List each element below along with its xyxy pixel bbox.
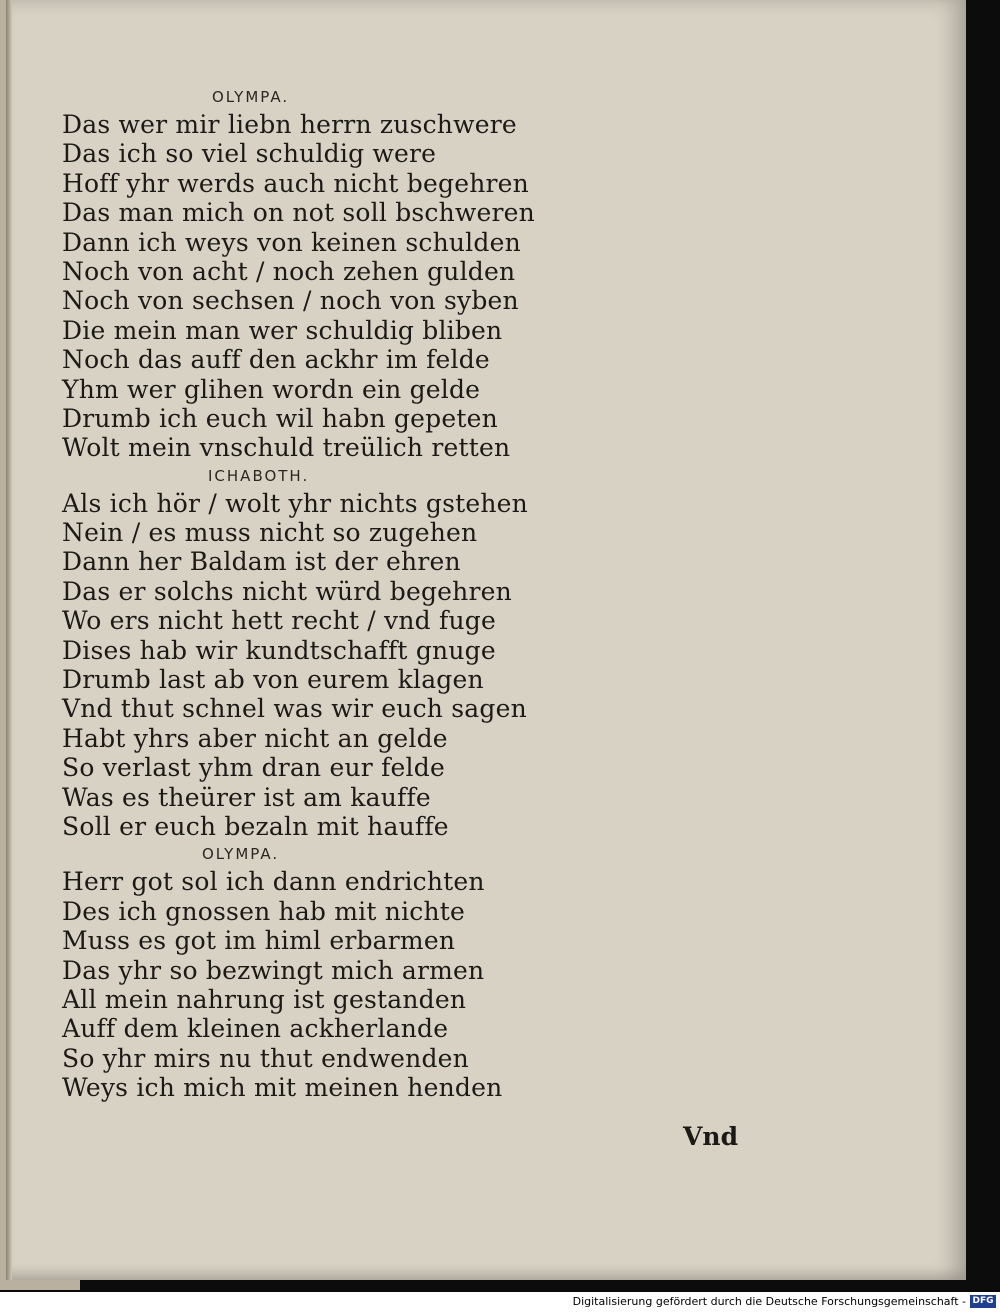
- footer-bar: [0, 1292, 1000, 1313]
- verse-line: Wolt mein vnschuld treülich retten: [62, 433, 511, 463]
- verse-line: Noch das auff den ackhr im felde: [62, 345, 490, 375]
- funding-notice: Digitalisierung gefördert durch die Deutsche Forschungsgemeinschaft -: [572, 1295, 966, 1308]
- verse-line: All mein nahrung ist gestanden: [62, 984, 467, 1014]
- verse-line: Als ich hör / wolt yhr nichts gstehen: [62, 488, 528, 518]
- verse-line: So yhr mirs nu thut endwenden: [62, 1043, 469, 1073]
- verse-line: Herr got sol ich dann endrichten: [62, 867, 485, 897]
- verse-line: Was es theürer ist am kauffe: [62, 782, 431, 812]
- page-spine-edge: [6, 0, 12, 1280]
- verse-line: Hoff yhr werds auch nicht begehren: [62, 168, 529, 198]
- verse-line: Das ich so viel schuldig were: [62, 139, 437, 169]
- speaker-heading: ICHABOTH.: [208, 466, 310, 485]
- verse-line: Auff dem kleinen ackherlande: [62, 1014, 449, 1044]
- verse-line: Noch von sechsen / noch von syben: [62, 286, 519, 316]
- verse-text-block: [62, 84, 582, 1103]
- verse-line: Dises hab wir kundtschafft gnuge: [62, 635, 496, 665]
- verse-line: Vnd thut schnel was wir euch sagen: [62, 694, 527, 724]
- verse-line: Noch von acht / noch zehen gulden: [62, 256, 516, 286]
- catchword: Vnd: [683, 1122, 739, 1151]
- verse-line: Soll er euch bezaln mit hauffe: [62, 811, 449, 841]
- speaker-heading: OLYMPA.: [212, 88, 290, 106]
- verse-line: Muss es got im himl erbarmen: [62, 926, 456, 956]
- verse-line: Dann her Baldam ist der ehren: [62, 547, 461, 577]
- verse-line: Dann ich weys von keinen schulden: [62, 227, 521, 257]
- verse-line: Des ich gnossen hab mit nichte: [62, 896, 466, 926]
- verse-line: Das er solchs nicht würd begehren: [62, 576, 512, 606]
- speaker-heading: OLYMPA.: [202, 845, 280, 864]
- verse-line: Drumb ich euch wil habn gepeten: [62, 403, 498, 433]
- dfg-logo: DFG: [970, 1295, 996, 1308]
- verse-line: Das man mich on not soll bschweren: [62, 198, 535, 228]
- verse-line: Habt yhrs aber nicht an gelde: [62, 723, 448, 753]
- verse-line: Nein / es muss nicht so zugehen: [62, 518, 478, 548]
- verse-line: Das wer mir liebn herrn zuschwere: [62, 110, 517, 139]
- verse-line: Drumb last ab von eurem klagen: [62, 665, 484, 695]
- verse-line: Die mein man wer schuldig bliben: [62, 315, 503, 345]
- verse-line: Weys ich mich mit meinen henden: [62, 1073, 503, 1103]
- verse-line: Yhm wer glihen wordn ein gelde: [62, 374, 481, 404]
- verse-line: So verlast yhm dran eur felde: [62, 753, 445, 783]
- verse-line: Wo ers nicht hett recht / vnd fuge: [62, 606, 496, 636]
- verse-line: Das yhr so bezwingt mich armen: [62, 955, 485, 985]
